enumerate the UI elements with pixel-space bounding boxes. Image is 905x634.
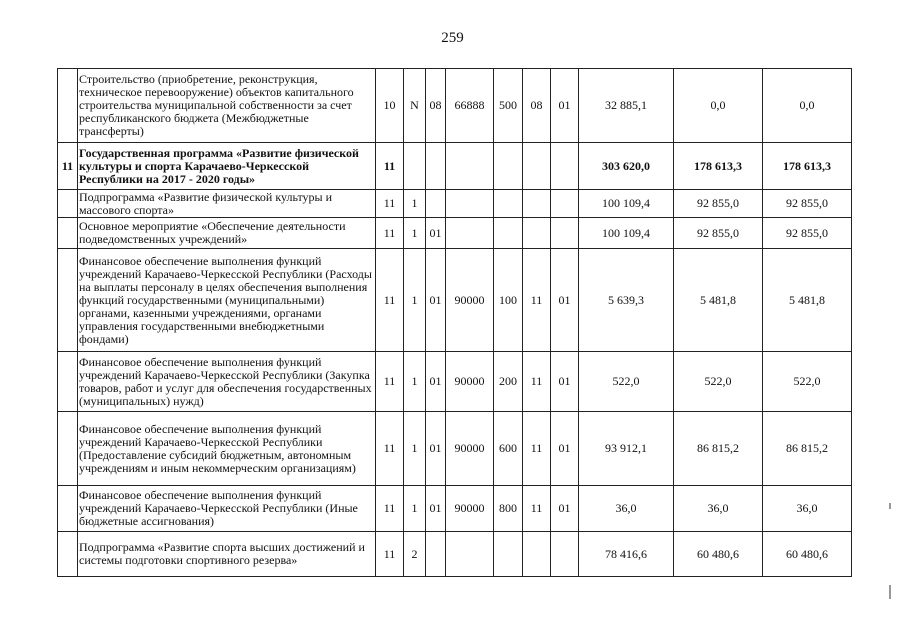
row-index [58,69,78,143]
item-name: Финансовое обеспечение выполнения функций учреждений Карачаево-Черкесской Республики (Иные бюджетные ассигнования) [78,486,376,532]
program-code: 11 [376,412,404,486]
program-code: 10 [376,69,404,143]
subsection-code [551,532,579,577]
subprogram-code: 1 [404,218,426,249]
program-code: 11 [376,249,404,352]
subprogram-code: 1 [404,249,426,352]
scan-edge-mark [889,503,891,509]
section-code [523,143,551,190]
subsection-code: 01 [551,249,579,352]
expense-direction-code: 66888 [446,69,494,143]
amount-year-1: 100 109,4 [579,190,674,218]
amount-year-1: 303 620,0 [579,143,674,190]
expense-direction-code [446,218,494,249]
subsection-code: 01 [551,412,579,486]
section-code [523,218,551,249]
amount-year-1: 5 639,3 [579,249,674,352]
section-code: 11 [523,352,551,412]
amount-year-1: 93 912,1 [579,412,674,486]
row-index [58,218,78,249]
row-index [58,532,78,577]
amount-year-1: 78 416,6 [579,532,674,577]
expense-type-code [494,532,523,577]
section-code: 11 [523,486,551,532]
expense-direction-code: 90000 [446,249,494,352]
page-number: 259 [441,30,464,46]
amount-year-3: 92 855,0 [763,218,852,249]
item-name: Подпрограмма «Развитие физической культуры и массового спорта» [78,190,376,218]
section-code [523,532,551,577]
program-code: 11 [376,486,404,532]
expense-direction-code: 90000 [446,486,494,532]
amount-year-3: 522,0 [763,352,852,412]
table-row [58,69,852,143]
program-code: 11 [376,190,404,218]
amount-year-2: 86 815,2 [674,412,763,486]
amount-year-3: 0,0 [763,69,852,143]
event-code [426,532,446,577]
program-code: 11 [376,532,404,577]
item-name: Подпрограмма «Развитие спорта высших достижений и системы подготовки спортивного резерва» [78,532,376,577]
expense-type-code [494,143,523,190]
table-row [58,352,852,412]
subprogram-code: 1 [404,190,426,218]
amount-year-1: 36,0 [579,486,674,532]
expense-direction-code: 90000 [446,412,494,486]
program-code: 11 [376,352,404,412]
event-code: 01 [426,218,446,249]
section-code [523,190,551,218]
expense-type-code [494,218,523,249]
amount-year-2: 522,0 [674,352,763,412]
subprogram-code [404,143,426,190]
event-code: 01 [426,249,446,352]
expense-type-code: 600 [494,412,523,486]
table-row [58,190,852,218]
event-code [426,143,446,190]
section-code: 08 [523,69,551,143]
amount-year-3: 92 855,0 [763,190,852,218]
item-name: Основное мероприятие «Обеспечение деятельности подведомственных учреждений» [78,218,376,249]
scan-edge-mark [889,585,891,599]
amount-year-2: 0,0 [674,69,763,143]
expense-direction-code [446,532,494,577]
program-code: 11 [376,218,404,249]
row-index [58,486,78,532]
amount-year-2: 92 855,0 [674,218,763,249]
event-code: 01 [426,352,446,412]
item-name: Строительство (приобретение, реконструкция, техническое перевооружение) объектов капитального строительства муниципальной собственности за счет республиканского бюджета (Межбюджетные трансферты) [78,69,376,143]
expense-type-code: 100 [494,249,523,352]
table-row [58,249,852,352]
amount-year-1: 522,0 [579,352,674,412]
amount-year-3: 86 815,2 [763,412,852,486]
item-name: Финансовое обеспечение выполнения функций учреждений Карачаево-Черкесской Республики (Предоставление субсидий бюджетным, автономным учреждениям и иным некоммерческим организациям) [78,412,376,486]
subsection-code: 01 [551,352,579,412]
program-code: 11 [376,143,404,190]
amount-year-2: 92 855,0 [674,190,763,218]
table-body [58,69,852,577]
event-code: 01 [426,412,446,486]
expense-type-code: 500 [494,69,523,143]
event-code [426,190,446,218]
table-row [58,532,852,577]
item-name: Финансовое обеспечение выполнения функций учреждений Карачаево-Черкесской Республики (Расходы на выплаты персоналу в целях обеспечения выполнения функций государственными (муниципальными) органами, казенными учреждениями, органами управления государственными внебюджетными фондами) [78,249,376,352]
section-code: 11 [523,249,551,352]
amount-year-1: 100 109,4 [579,218,674,249]
item-name: Государственная программа «Развитие физической культуры и спорта Карачаево-Черкесской Республики на 2017 - 2020 годы» [78,143,376,190]
subsection-code: 01 [551,486,579,532]
subprogram-code: 1 [404,352,426,412]
amount-year-2: 5 481,8 [674,249,763,352]
subprogram-code: 1 [404,412,426,486]
amount-year-1: 32 885,1 [579,69,674,143]
expense-direction-code [446,190,494,218]
event-code: 08 [426,69,446,143]
subsection-code [551,143,579,190]
expense-direction-code [446,143,494,190]
section-code: 11 [523,412,551,486]
expense-type-code: 200 [494,352,523,412]
expense-type-code [494,190,523,218]
subsection-code [551,218,579,249]
row-index: 11 [58,143,78,190]
row-index [58,352,78,412]
amount-year-3: 60 480,6 [763,532,852,577]
subprogram-code: 1 [404,486,426,532]
budget-table [57,68,852,577]
table-row [58,218,852,249]
table-row [58,486,852,532]
row-index [58,249,78,352]
amount-year-3: 36,0 [763,486,852,532]
table-row [58,412,852,486]
item-name: Финансовое обеспечение выполнения функций учреждений Карачаево-Черкесской Республики (Закупка товаров, работ и услуг для обеспечения государственных (муниципальных) нужд) [78,352,376,412]
table-row [58,143,852,190]
amount-year-3: 5 481,8 [763,249,852,352]
subsection-code: 01 [551,69,579,143]
row-index [58,190,78,218]
subsection-code [551,190,579,218]
expense-type-code: 800 [494,486,523,532]
subprogram-code: N [404,69,426,143]
amount-year-2: 178 613,3 [674,143,763,190]
amount-year-3: 178 613,3 [763,143,852,190]
subprogram-code: 2 [404,532,426,577]
event-code: 01 [426,486,446,532]
expense-direction-code: 90000 [446,352,494,412]
amount-year-2: 60 480,6 [674,532,763,577]
row-index [58,412,78,486]
amount-year-2: 36,0 [674,486,763,532]
